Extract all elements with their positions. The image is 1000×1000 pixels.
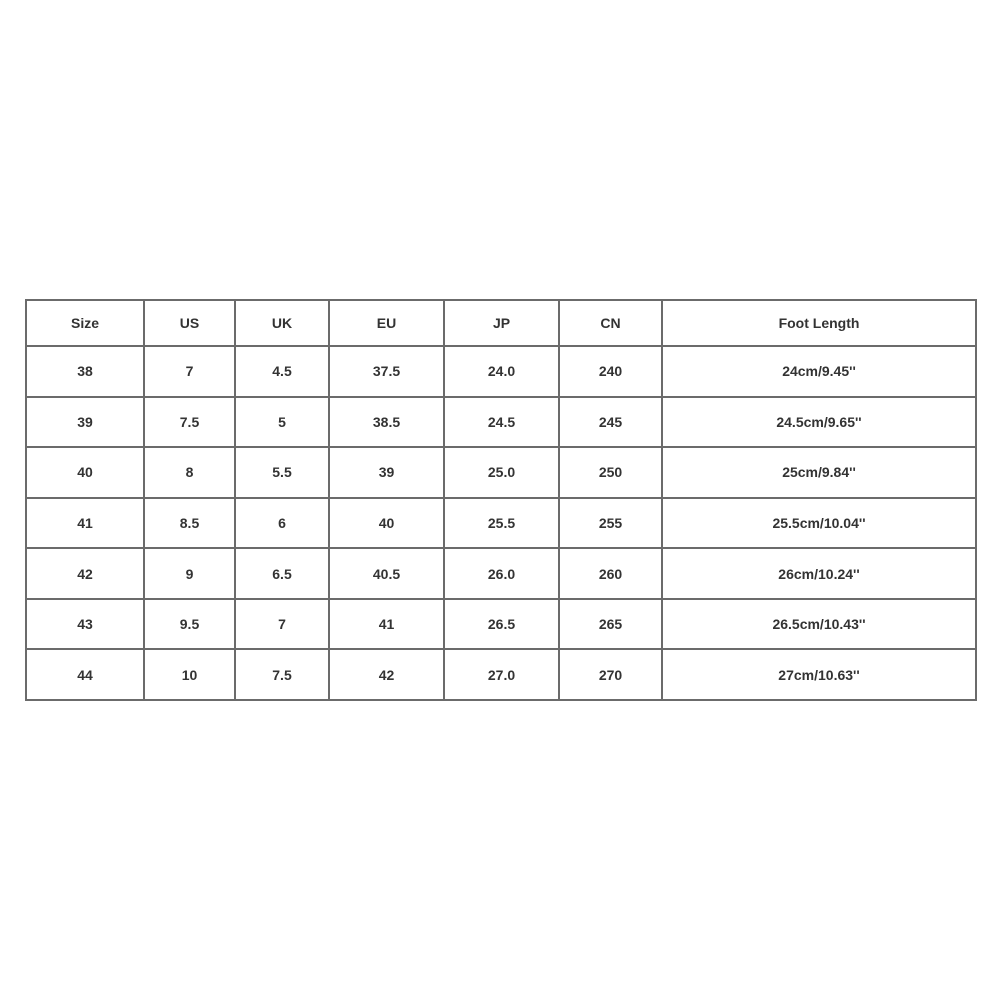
cell-us: 8.5	[144, 498, 235, 549]
cell-size: 40	[26, 447, 144, 498]
cell-cn: 260	[559, 548, 662, 599]
cell-foot-length: 24cm/9.45''	[662, 346, 976, 397]
header-us: US	[144, 300, 235, 346]
cell-eu: 39	[329, 447, 444, 498]
table-row	[26, 649, 976, 700]
cell-jp: 24.0	[444, 346, 559, 397]
cell-us: 7	[144, 346, 235, 397]
cell-foot-length: 24.5cm/9.65''	[662, 397, 976, 448]
cell-size: 42	[26, 548, 144, 599]
cell-eu: 38.5	[329, 397, 444, 448]
cell-us: 9	[144, 548, 235, 599]
cell-foot-length: 27cm/10.63''	[662, 649, 976, 700]
cell-us: 7.5	[144, 397, 235, 448]
cell-uk: 5.5	[235, 447, 329, 498]
table-row	[26, 498, 976, 549]
cell-foot-length: 26cm/10.24''	[662, 548, 976, 599]
cell-us: 8	[144, 447, 235, 498]
cell-size: 44	[26, 649, 144, 700]
cell-size: 39	[26, 397, 144, 448]
cell-cn: 255	[559, 498, 662, 549]
cell-uk: 5	[235, 397, 329, 448]
cell-uk: 6	[235, 498, 329, 549]
cell-jp: 25.0	[444, 447, 559, 498]
header-uk: UK	[235, 300, 329, 346]
table-header-row	[26, 300, 976, 346]
header-eu: EU	[329, 300, 444, 346]
cell-foot-length: 25.5cm/10.04''	[662, 498, 976, 549]
cell-uk: 6.5	[235, 548, 329, 599]
table-row	[26, 599, 976, 650]
cell-eu: 41	[329, 599, 444, 650]
cell-jp: 27.0	[444, 649, 559, 700]
cell-eu: 40	[329, 498, 444, 549]
cell-cn: 270	[559, 649, 662, 700]
cell-eu: 42	[329, 649, 444, 700]
table-row	[26, 548, 976, 599]
cell-foot-length: 26.5cm/10.43''	[662, 599, 976, 650]
header-foot-length: Foot Length	[662, 300, 976, 346]
cell-us: 9.5	[144, 599, 235, 650]
cell-us: 10	[144, 649, 235, 700]
table-row	[26, 447, 976, 498]
size-chart-table	[25, 299, 977, 701]
cell-uk: 7	[235, 599, 329, 650]
cell-cn: 265	[559, 599, 662, 650]
cell-eu: 37.5	[329, 346, 444, 397]
cell-cn: 250	[559, 447, 662, 498]
cell-jp: 26.0	[444, 548, 559, 599]
header-cn: CN	[559, 300, 662, 346]
cell-jp: 26.5	[444, 599, 559, 650]
table-row	[26, 397, 976, 448]
header-jp: JP	[444, 300, 559, 346]
cell-jp: 25.5	[444, 498, 559, 549]
cell-uk: 7.5	[235, 649, 329, 700]
cell-size: 38	[26, 346, 144, 397]
cell-uk: 4.5	[235, 346, 329, 397]
header-size: Size	[26, 300, 144, 346]
cell-size: 41	[26, 498, 144, 549]
cell-cn: 240	[559, 346, 662, 397]
table-row	[26, 346, 976, 397]
cell-cn: 245	[559, 397, 662, 448]
cell-foot-length: 25cm/9.84''	[662, 447, 976, 498]
cell-jp: 24.5	[444, 397, 559, 448]
cell-eu: 40.5	[329, 548, 444, 599]
cell-size: 43	[26, 599, 144, 650]
